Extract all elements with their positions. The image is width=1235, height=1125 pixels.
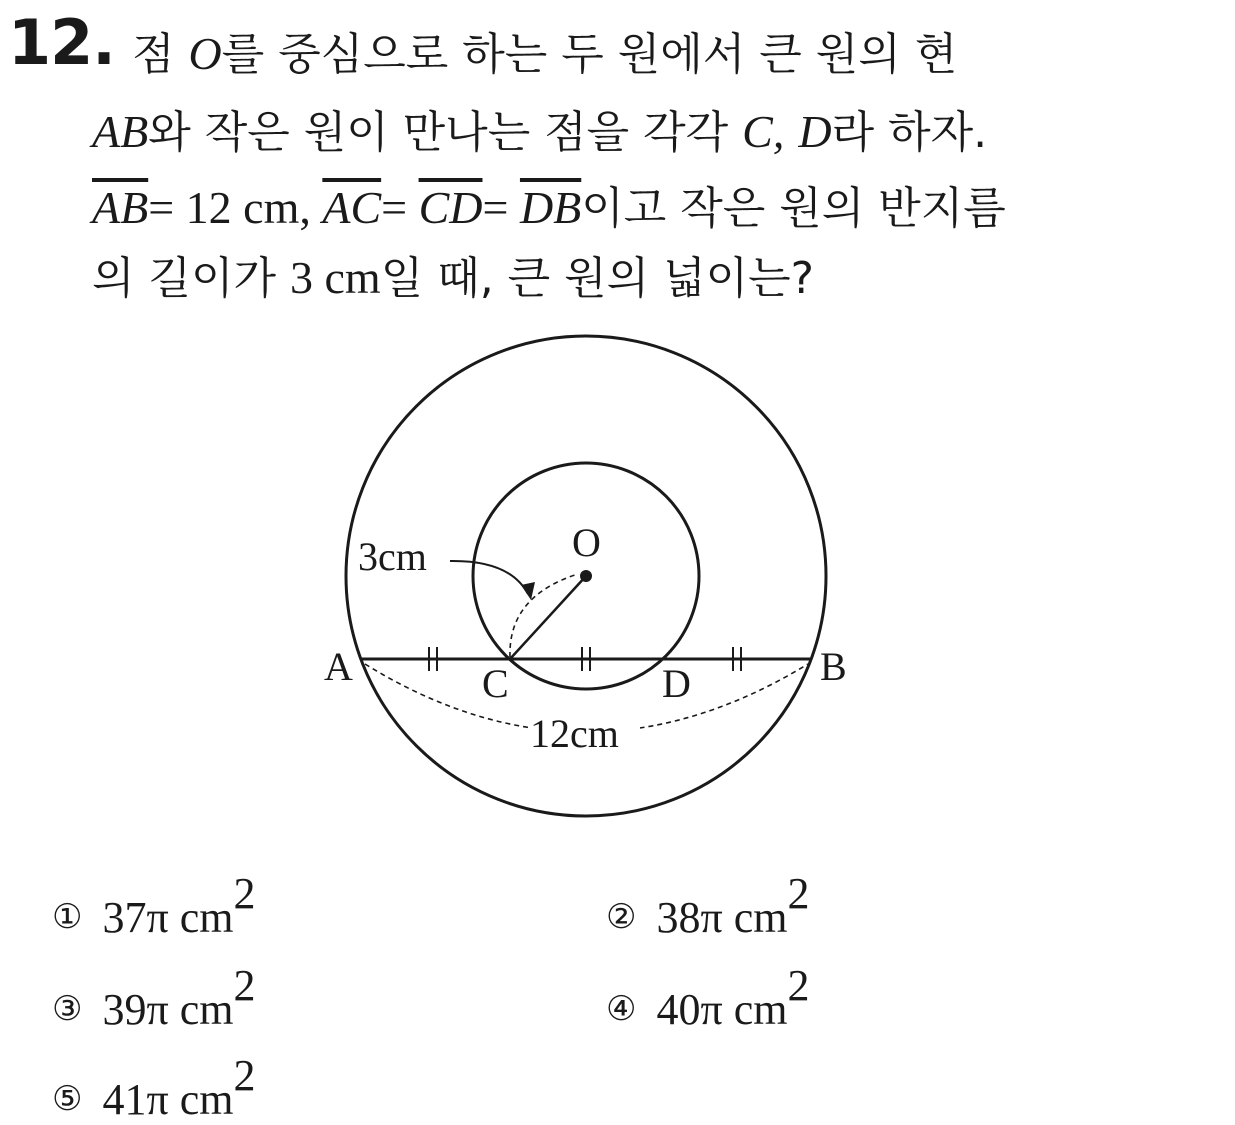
point-o-text: O (188, 28, 222, 79)
chord-label: 12cm (530, 711, 619, 756)
label-o: O (572, 520, 601, 565)
choice-value: 41π cm (102, 1075, 234, 1124)
choice-4[interactable] (606, 960, 809, 1035)
choice-value: 40π cm (656, 985, 788, 1034)
center-point (580, 570, 592, 582)
question-text: 와 작은 원이 만나는 점을 각각 (148, 107, 743, 158)
radius-dashed-arc (510, 574, 578, 657)
choice-exponent: 2 (233, 869, 256, 918)
choice-exponent: 2 (233, 1051, 256, 1100)
question-text: 일 때, 큰 원의 넓이는? (380, 253, 815, 304)
choice-3[interactable] (52, 960, 255, 1035)
segment-ab-value: = 12 cm, (148, 182, 323, 233)
label-a: A (324, 644, 353, 689)
equals-sign: = (381, 182, 419, 233)
radius-value: 3 cm (290, 252, 381, 303)
segment-cd: $\overline{CD}$ (418, 182, 483, 233)
choice-exponent: 2 (787, 869, 810, 918)
choice-number: ① (52, 897, 83, 937)
question-text: 라 하자. (831, 107, 988, 158)
point-d-text: D (798, 106, 832, 157)
question-text: 이고 작은 원의 반지름 (581, 183, 1006, 234)
arrow-head-icon (521, 582, 535, 600)
choice-exponent: 2 (787, 961, 810, 1010)
question-text: 의 길이가 (92, 253, 290, 304)
choice-value: 39π cm (102, 985, 234, 1034)
choice-value: 38π cm (656, 893, 788, 942)
label-c: C (482, 661, 509, 706)
radius-oc (510, 576, 586, 659)
radius-label: 3cm (358, 534, 427, 579)
segment-db: $\overline{DB}$ (519, 182, 582, 233)
question-number: 12. (8, 6, 115, 79)
choice-exponent: 2 (233, 961, 256, 1010)
question-text: 점 (132, 29, 189, 80)
point-c-text: C, (742, 106, 785, 157)
pointer-arrow (450, 561, 528, 594)
segment-ac: $\overline{AC}$ (322, 182, 382, 233)
choice-number: ② (606, 897, 637, 937)
choice-number: ④ (606, 989, 637, 1029)
choice-number: ⑤ (52, 1079, 83, 1119)
label-d: D (662, 661, 691, 706)
choice-number: ③ (52, 989, 83, 1029)
label-b: B (820, 644, 847, 689)
choice-value: 37π cm (102, 893, 234, 942)
segment-ab: $\overline{AB}$ (92, 182, 149, 233)
choice-1[interactable] (52, 868, 255, 943)
chord-ab-text: AB (92, 106, 149, 157)
choice-2[interactable] (606, 868, 809, 943)
choice-5[interactable] (52, 1050, 255, 1125)
question-text: 를 중심으로 하는 두 원에서 큰 원의 현 (221, 29, 958, 80)
equals-sign: = (482, 182, 520, 233)
